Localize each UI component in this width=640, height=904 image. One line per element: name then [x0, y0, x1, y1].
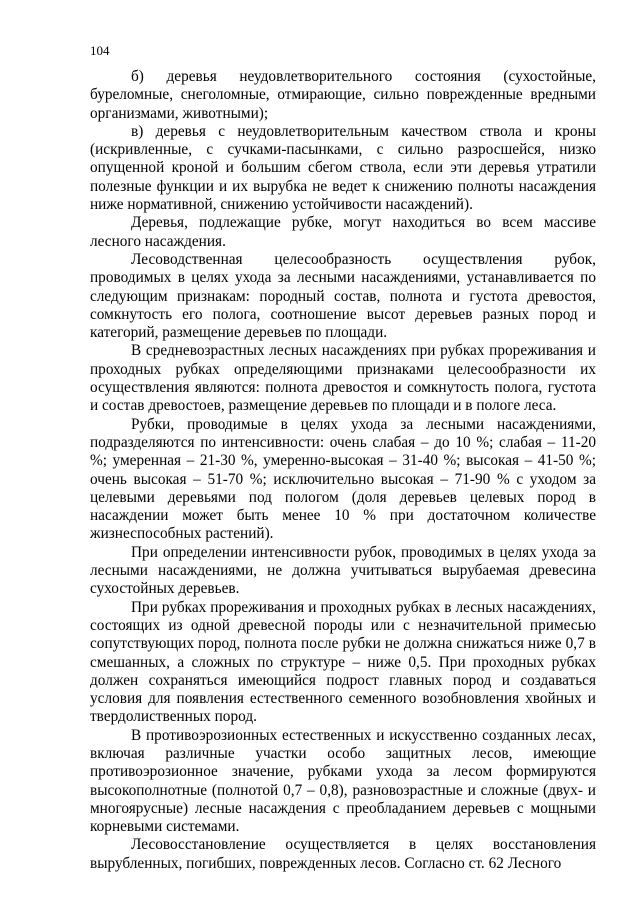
- paragraph: Лесовосстановление осуществляется в целях восстановления вырубленных, погибших, поврежденных лесов. Согласно ст. 62 Лесного: [90, 836, 596, 872]
- paragraph: Рубки, проводимые в целях ухода за лесными насаждениями, подразделяются по интенсивности: очень слабая – до 10 %; слабая – 11-20 %; умеренная – 21-30 %, умеренно-высокая – 31-40 %; высокая – 41-50 %; очень высокая – 51-70 %; исключительно высокая – 71-90 % с уходом за целевыми деревьями под пологом (доля деревьев целевых пород в насаждении может быть менее 10 % при достаточном количестве жизнеспособных растений).: [90, 415, 596, 543]
- paragraph: В средневозрастных лесных насаждениях при рубках прореживания и проходных рубках определяющими признаками целесообразности их осуществления являются: полнота древостоя и сомкнутость полога, густота и состав древостоев, размещение деревьев по площади и в пологе леса.: [90, 342, 596, 415]
- paragraph: Лесоводственная целесообразность осуществления рубок, проводимых в целях ухода за лесными насаждениями, устанавливается по следующим признакам: породный состав, полнота и густота древостоя, сомкнутость его полога, соотношение высот деревьев разных пород и категорий, размещение деревьев по площади.: [90, 250, 596, 342]
- paragraph: При определении интенсивности рубок, проводимых в целях ухода за лесными насаждениями, не должна учитываться вырубаемая древесина сухостойных деревьев.: [90, 543, 596, 598]
- paragraph: В противоэрозионных естественных и искусственно созданных лесах, включая различные участки особо защитных лесов, имеющие противоэрозионное значение, рубками ухода за лесом формируются высокополнотные (полнотой 0,7 – 0,8), разновозрастные и сложные (двух- и многоярусные) лесные насаждения с преобладанием деревьев с мощными корневыми системами.: [90, 726, 596, 836]
- body-text: [90, 68, 596, 873]
- paragraph: При рубках прореживания и проходных рубках в лесных насаждениях, состоящих из одной древесной породы или с незначительной примесью сопутствующих пород, полнота после рубки не должна снижаться ниже 0,7 в смешанных, а сложных по структуре – ниже 0,5. При проходных рубках должен сохраняться имеющийся подрост главных пород и создаваться условия для появления естественного семенного возобновления хвойных и твердолиственных пород.: [90, 598, 596, 726]
- paragraph: б) деревья неудовлетворительного состояния (сухостойные, буреломные, снеголомные, отмирающие, сильно поврежденные вредными организмами, животными);: [90, 68, 596, 122]
- paragraph: Деревья, подлежащие рубке, могут находиться во всем массиве лесного насаждения.: [90, 214, 596, 250]
- paragraph: в) деревья с неудовлетворительным качеством ствола и кроны (искривленные, с сучками-пасынками, с сильно разросшейся, низко опущенной кроной и большим сбегом ствола, если эти деревья утратили полезные функции и их вырубка не ведет к снижению полноты насаждения ниже нормативной, снижению устойчивости насаждений).: [90, 122, 596, 214]
- page-number: 104: [90, 43, 110, 58]
